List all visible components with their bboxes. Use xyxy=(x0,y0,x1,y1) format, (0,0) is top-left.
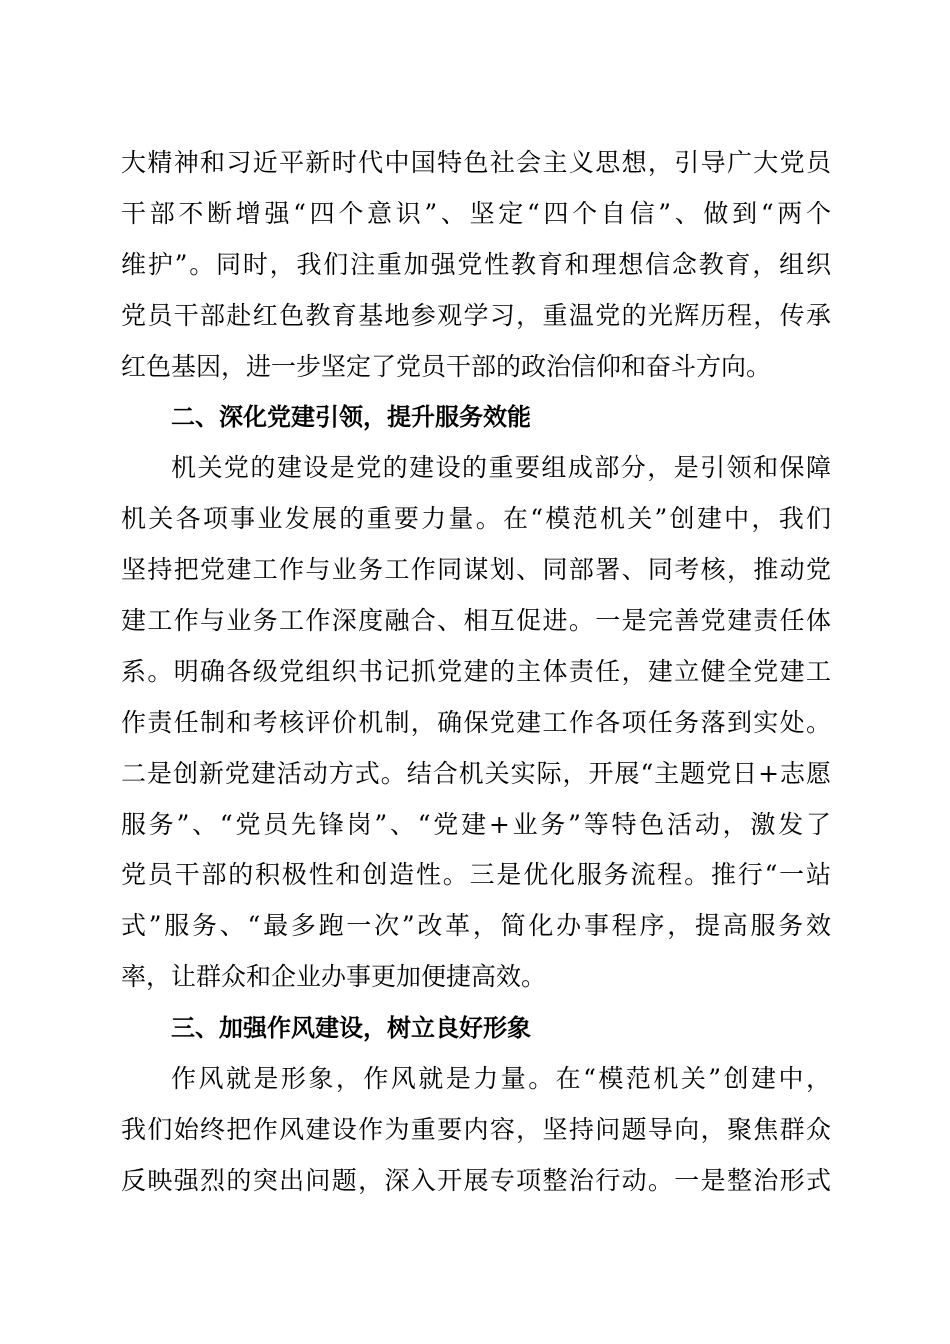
body-text-line: 作责任制和考核评价机制，确保党建工作各项任务落到实处。 xyxy=(121,707,831,737)
body-text-line: 党员干部赴红色教育基地参观学习，重温党的光辉历程，传承 xyxy=(121,300,831,330)
body-text-line: 二是创新党建活动方式。结合机关实际，开展“主题党日+志愿 xyxy=(121,758,831,788)
section-heading-2: 二、深化党建引领，提升服务效能 xyxy=(171,403,531,432)
body-text-line: 反映强烈的突出问题，深入开展专项整治行动。一是整治形式 xyxy=(121,1165,831,1195)
body-text-line: 系。明确各级党组织书记抓党建的主体责任，建立健全党建工 xyxy=(121,656,831,686)
body-text-line: 我们始终把作风建设作为重要内容，坚持问题导向，聚焦群众 xyxy=(121,1114,831,1144)
body-text-line: 机关党的建设是党的建设的重要组成部分，是引领和保障 xyxy=(171,453,831,483)
body-text-line: 机关各项事业发展的重要力量。在“模范机关”创建中，我们 xyxy=(121,504,831,534)
body-text-line: 维护”。同时，我们注重加强党性教育和理想信念教育，组织 xyxy=(121,249,831,279)
body-text-line: 服务”、“党员先锋岗”、“党建+业务”等特色活动，激发了 xyxy=(121,809,831,839)
section-heading-3: 三、加强作风建设，树立良好形象 xyxy=(171,1014,531,1043)
body-text-line: 作风就是形象，作风就是力量。在“模范机关”创建中， xyxy=(171,1064,831,1094)
body-text-line: 干部不断增强“四个意识”、坚定“四个自信”、做到“两个 xyxy=(121,198,831,228)
body-text-line: 建工作与业务工作深度融合、相互促进。一是完善党建责任体 xyxy=(121,606,831,636)
body-text-line: 大精神和习近平新时代中国特色社会主义思想，引导广大党员 xyxy=(121,148,831,177)
body-text-line: 率，让群众和企业办事更加便捷高效。 xyxy=(121,962,547,992)
body-text-line: 党员干部的积极性和创造性。三是优化服务流程。推行“一站 xyxy=(121,860,831,890)
body-text-line: 红色基因，进一步坚定了党员干部的政治信仰和奋斗方向。 xyxy=(121,351,772,381)
document-body xyxy=(121,138,831,1207)
body-text-line: 坚持把党建工作与业务工作同谋划、同部署、同考核，推动党 xyxy=(121,555,831,585)
body-text-line: 式”服务、“最多跑一次”改革，简化办事程序，提高服务效 xyxy=(121,911,831,941)
